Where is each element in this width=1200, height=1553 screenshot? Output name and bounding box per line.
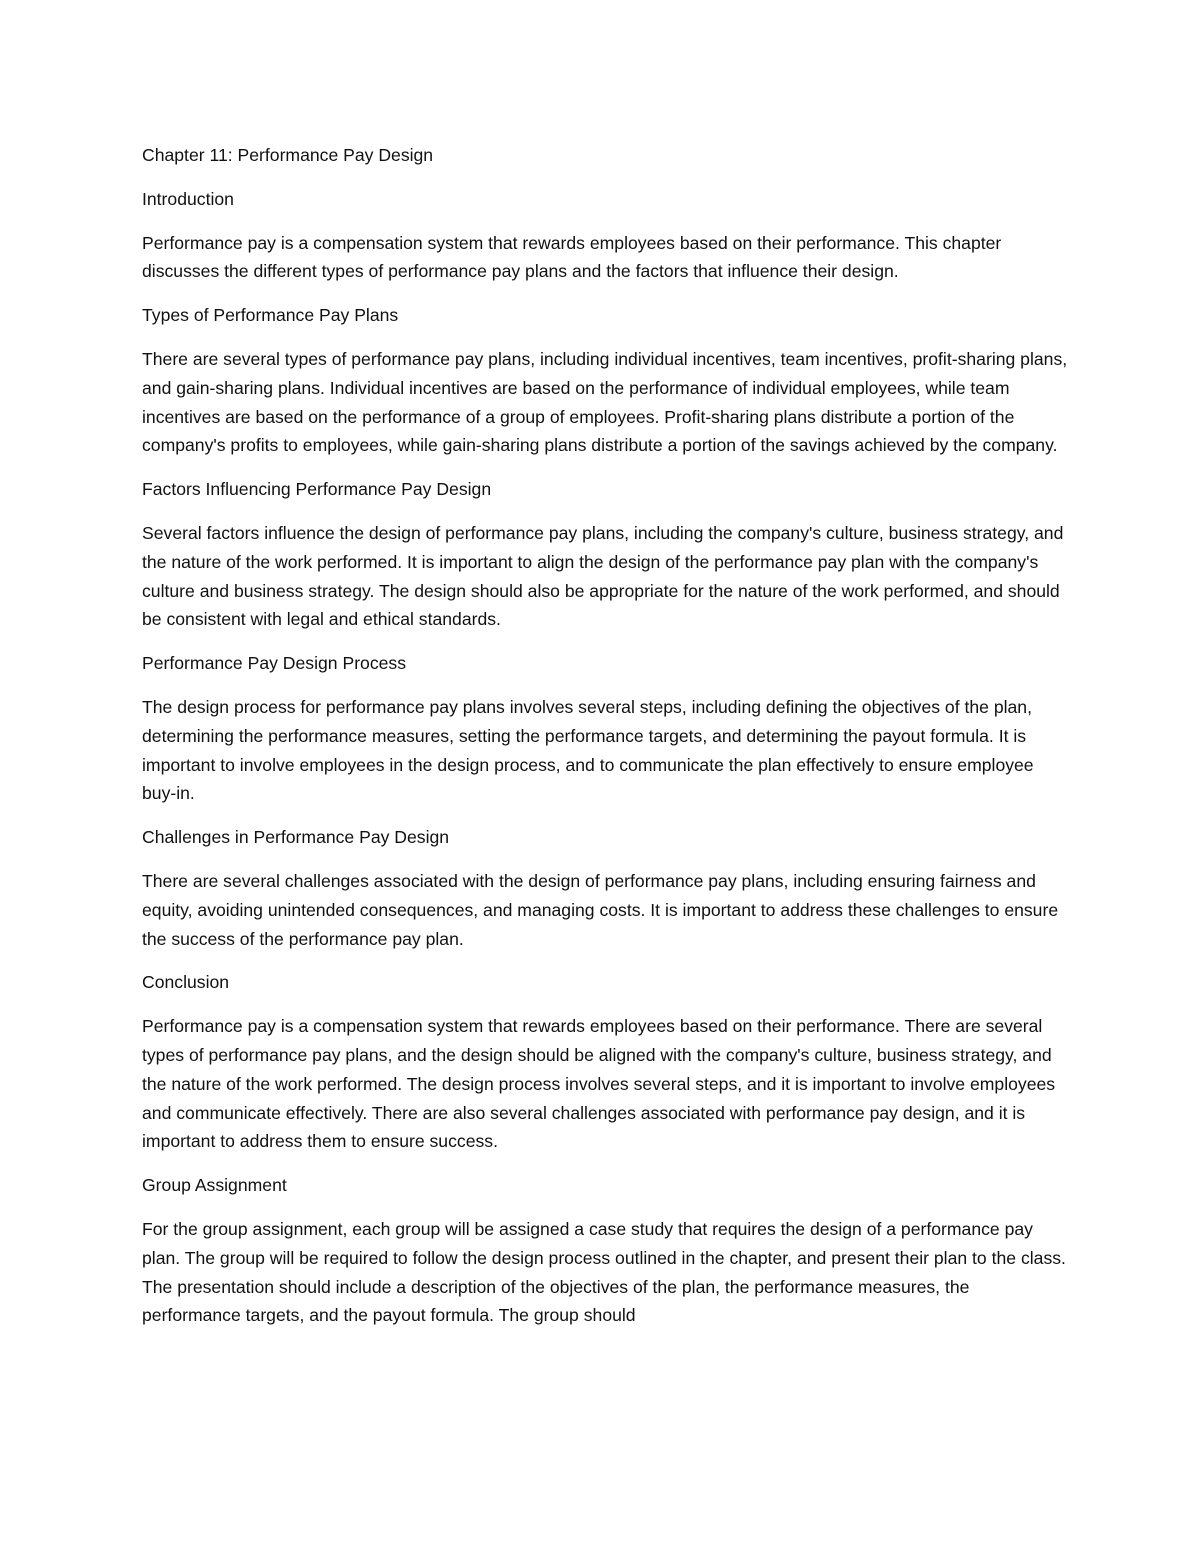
section-body-group-assignment: For the group assignment, each group will be assigned a case study that requires the design of a performance pay plan. The group will be required to follow the design process outlined in the chapter, and present their plan to the class. The presentation should include a description of the objectives of the plan, the performance measures, the performance targets, and the payout formula. The group should xyxy=(142,1218,1066,1326)
section-heading-process: Performance Pay Design Process xyxy=(142,653,407,674)
section-heading-introduction: Introduction xyxy=(142,188,234,209)
document-title: Chapter 11: Performance Pay Design xyxy=(142,145,434,165)
section-body-conclusion: Performance pay is a compensation system that rewards employees based on their performance. There are several types of performance pay plans, and the design should be aligned with the company's culture, business strategy, and the nature of the work performed. The design process involves several steps, and it is important to involve employees and communicate effectively. There are also several challenges associated with performance pay design, and it is important to address them to ensure success. xyxy=(142,1016,1056,1152)
section-heading-types: Types of Performance Pay Plans xyxy=(142,305,399,326)
section-heading-challenges: Challenges in Performance Pay Design xyxy=(142,827,450,848)
section-heading-conclusion: Conclusion xyxy=(142,972,230,993)
section-heading-group-assignment: Group Assignment xyxy=(142,1175,287,1196)
section-body-types: There are several types of performance pay plans, including individual incentives, team incentives, profit-sharing plans, and gain-sharing plans. Individual incentives are based on the performance of individual employees, while team incentives are based on the performance of a group of employees. Profit-sharing plans distribute a portion of the company's profits to employees, while gain-sharing plans distribute a portion of the savings achieved by the company. xyxy=(142,348,1068,456)
section-heading-factors: Factors Influencing Performance Pay Design xyxy=(142,479,492,500)
section-body-process: The design process for performance pay plans involves several steps, including defining the objectives of the plan, determining the performance measures, setting the performance targets, and determining the payout formula. It is important to involve employees in the design process, and to communicate the plan effectively to ensure employee buy-in. xyxy=(142,696,1034,804)
section-body-factors: Several factors influence the design of performance pay plans, including the company's culture, business strategy, and the nature of the work performed. It is important to align the design of the performance pay plan with the company's culture and business strategy. The design should also be appropriate for the nature of the work performed, and should be consistent with legal and ethical standards. xyxy=(142,522,1064,630)
section-body-introduction: Performance pay is a compensation system that rewards employees based on their performance. This chapter discusses the different types of performance pay plans and the factors that influence their design. xyxy=(142,232,1002,282)
section-body-challenges: There are several challenges associated with the design of performance pay plans, including ensuring fairness and equity, avoiding unintended consequences, and managing costs. It is important to address these challenges to ensure the success of the performance pay plan. xyxy=(142,870,1059,949)
document-body xyxy=(142,141,1072,1345)
